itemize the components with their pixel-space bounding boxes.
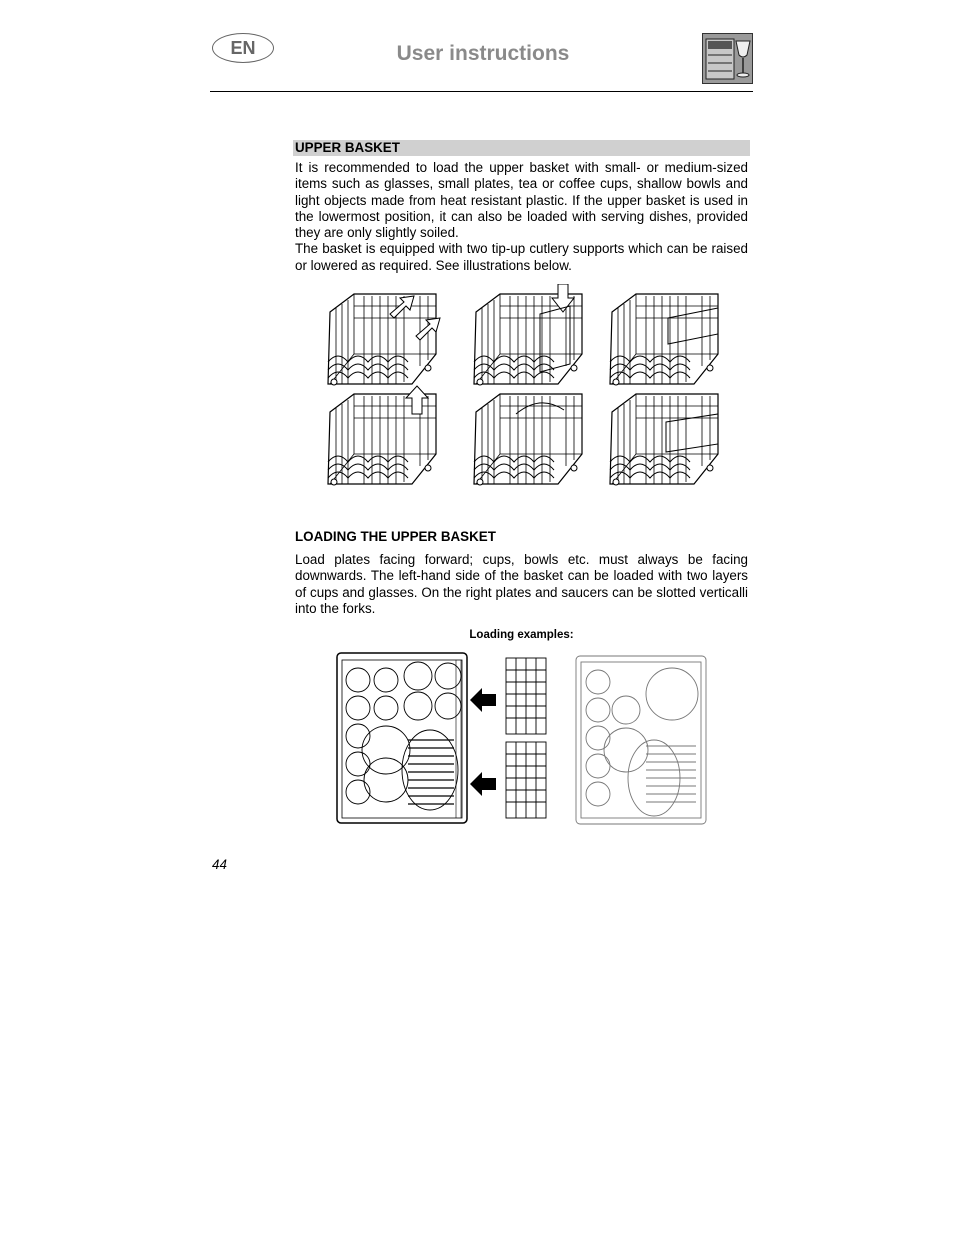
- basket-illustration: [328, 294, 440, 385]
- page-number: 44: [212, 857, 227, 872]
- figure-caption: Loading examples:: [469, 629, 574, 641]
- loading-examples-illustration: [336, 650, 708, 828]
- paragraph: Load plates facing forward; cups, bowls etc. must always be facing downwards. The left-hand side of the basket can be loaded with two layers of cups and glasses. On the right plates and saucers can be slotted verticalli into the forks.: [295, 552, 748, 616]
- header-title: User instructions: [396, 42, 570, 65]
- loaded-basket-top-view: [576, 656, 706, 824]
- basket-illustration: [328, 386, 436, 485]
- section-body: [295, 160, 748, 274]
- section-title-text: LOADING THE UPPER BASKET: [295, 529, 496, 544]
- cutlery-support-side-view: [506, 658, 546, 818]
- section-body: [295, 552, 748, 617]
- paragraph: The basket is equipped with two tip-up cutlery supports which can be raised or lowered as required. See illustrations below.: [295, 241, 748, 273]
- dishwasher-glass-icon: [702, 33, 753, 84]
- basket-illustration: [610, 394, 718, 485]
- paragraph: It is recommended to load the upper basket with small- or medium-sized items such as glasses, small plates, tea or coffee cups, shallow bowls and light objects made from heat resistant plastic. If the upper basket is used in the lowermost position, it can also be loaded with serving dishes, provided they are only slightly soiled.: [295, 160, 748, 241]
- arrow-left-icon: [470, 772, 496, 796]
- loaded-basket-top-view: [337, 653, 467, 823]
- arrow-left-icon: [470, 688, 496, 712]
- basket-illustration: [610, 294, 718, 385]
- cutlery-support-illustrations: [324, 284, 720, 486]
- section-title-bar: [293, 140, 750, 156]
- basket-illustration: [474, 394, 582, 485]
- section-title: [295, 529, 750, 545]
- basket-illustration: [474, 284, 582, 385]
- header-rule: [210, 91, 753, 92]
- section-title: UPPER BASKET: [295, 140, 400, 155]
- language-badge: EN: [212, 33, 274, 63]
